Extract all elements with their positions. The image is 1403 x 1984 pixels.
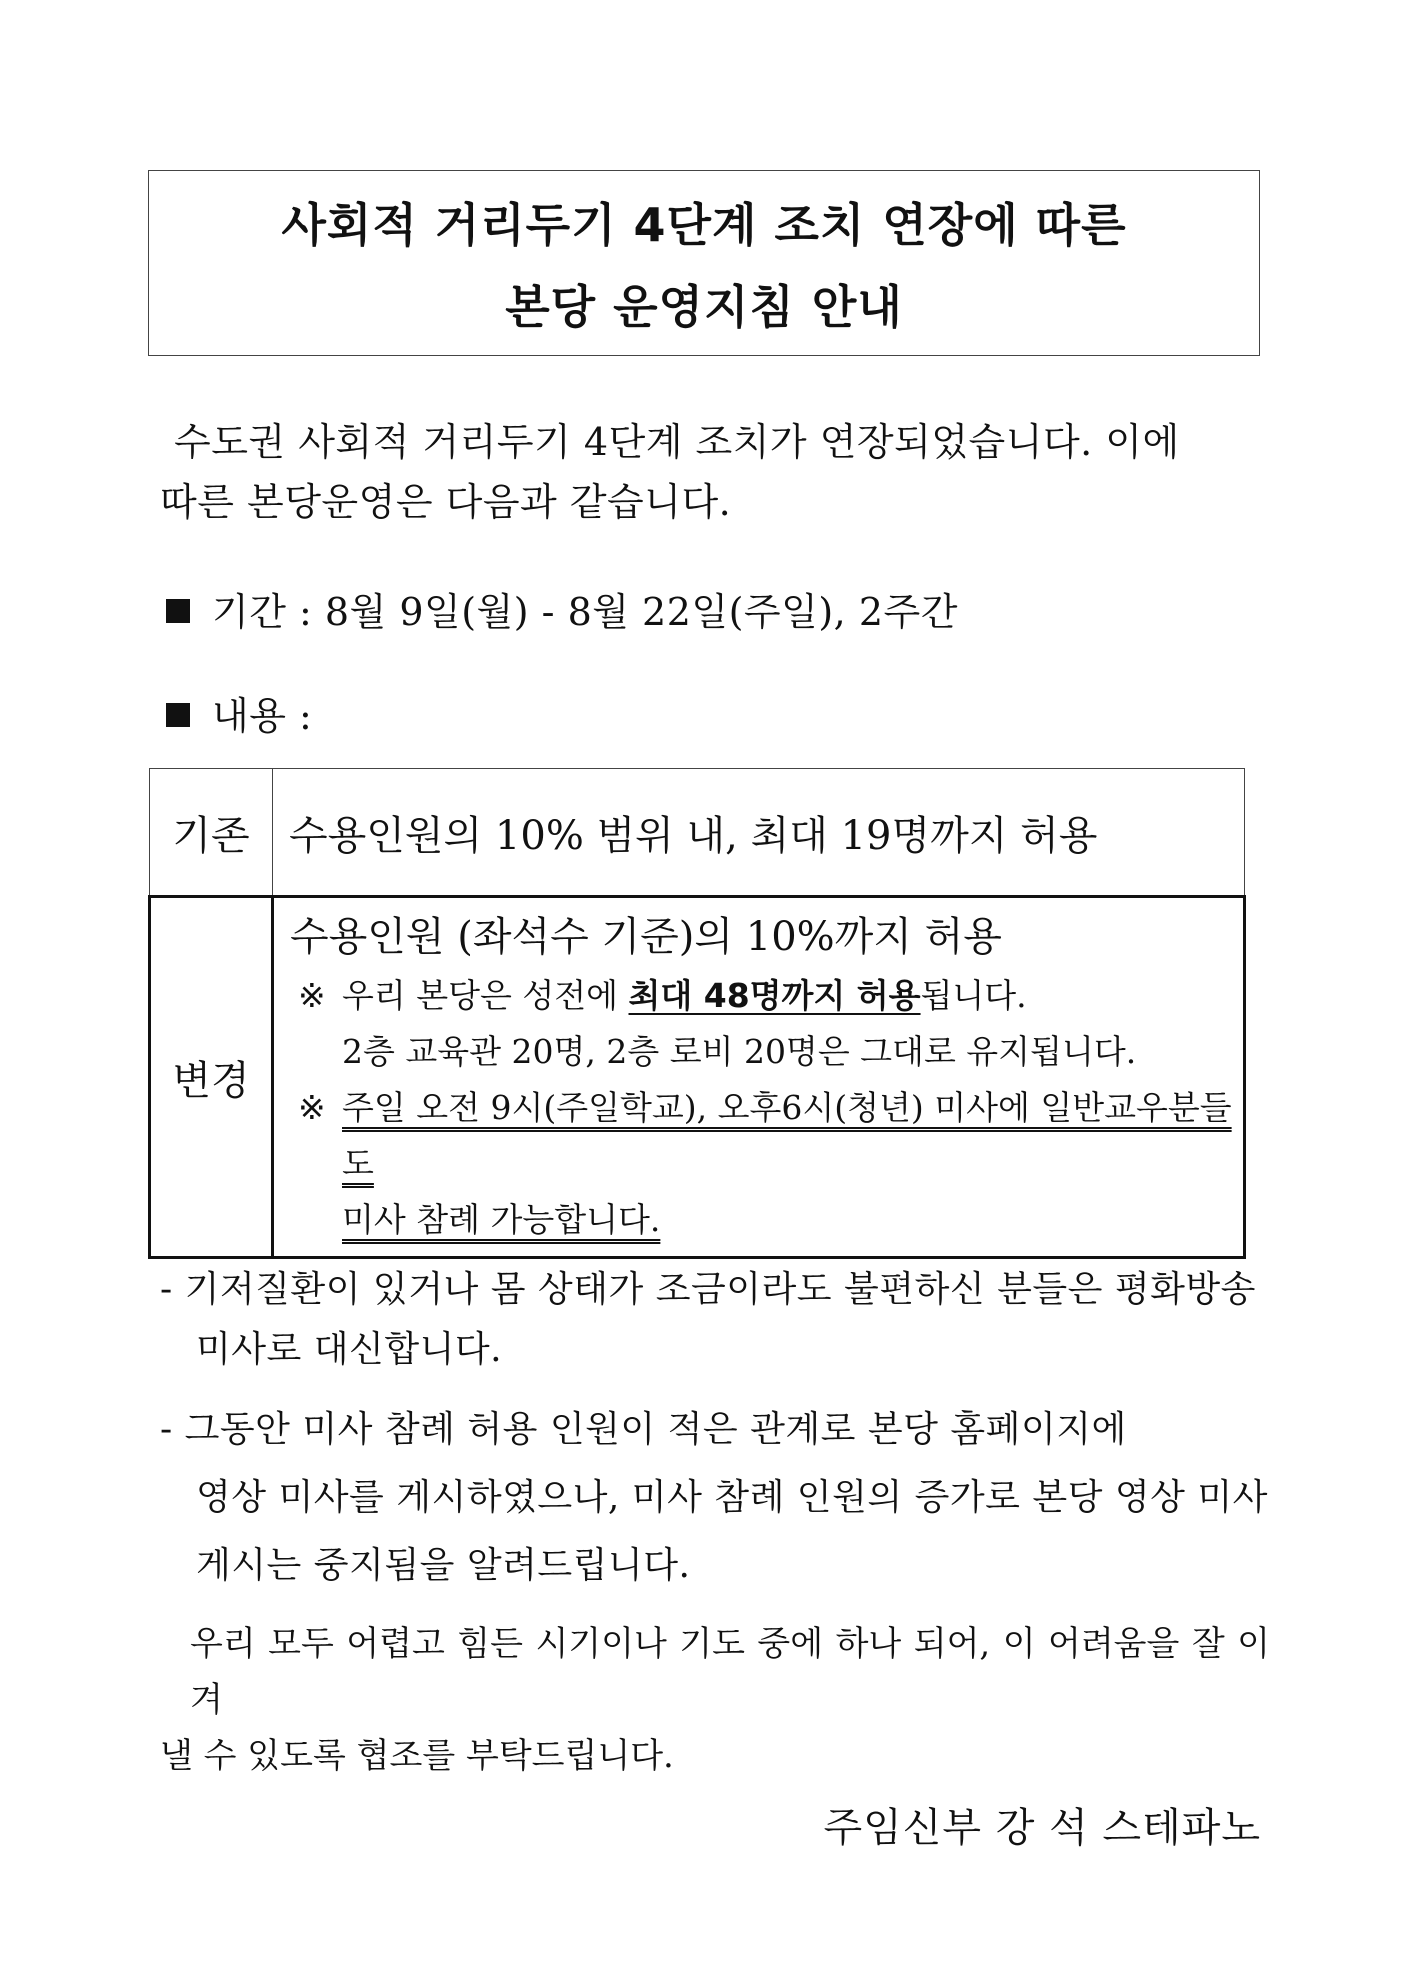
bullet-1 [160, 1260, 1270, 1380]
row-label-existing: 기존 [150, 769, 273, 897]
row-content-changed [273, 897, 1245, 1258]
content-label-text: 내용 : [212, 694, 313, 738]
note-1-line-2: 2층 교육관 20명, 2층 로비 20명은 그대로 유지됩니다. [342, 1032, 1137, 1071]
period-text: 기간 : 8월 9일(월) - 8월 22일(주일), 2주간 [212, 590, 958, 634]
note-2-line-1: 주일 오전 9시(주일학교), 오후6시(청년) 미사에 일반교우분들도 [342, 1088, 1232, 1183]
bullet-2 [160, 1396, 1270, 1600]
square-bullet-icon [166, 599, 190, 623]
bullet-2-line-2: 영상 미사를 게시하였으나, 미사 참례 인원의 증가로 본당 영상 미사 [196, 1477, 1268, 1518]
closing-paragraph [160, 1616, 1270, 1784]
intro-line-1: 수도권 사회적 거리두기 4단계 조치가 연장되었습니다. 이에 [174, 420, 1180, 464]
signature: 주임신부 강 석 스테파노 [823, 1805, 1261, 1851]
note-2-line-2: 미사 참례 가능합니다. [342, 1200, 661, 1239]
note-1-pre: 우리 본당은 성전에 [342, 976, 629, 1015]
note-1-emphasis: 최대 48명까지 허용 [628, 976, 921, 1015]
period-line [160, 582, 1270, 642]
note-2-line-2-wrap [290, 1192, 1243, 1248]
content-label-line [160, 686, 1270, 746]
note-1 [290, 968, 1243, 1024]
bullet-2-line-1: - 그동안 미사 참례 허용 인원이 적은 관계로 본당 홈페이지에 [160, 1409, 1127, 1450]
bullet-2-line-3: 게시는 중지됨을 알려드립니다. [196, 1545, 691, 1586]
reference-mark-icon: ※ [298, 1088, 326, 1127]
intro-paragraph [160, 412, 1270, 532]
changed-main-text: 수용인원 (좌석수 기준)의 10%까지 허용 [290, 914, 1002, 960]
reference-mark-icon: ※ [298, 976, 326, 1015]
title-line-2: 본당 운영지침 안내 [505, 280, 903, 334]
closing-line-1: 우리 모두 어렵고 힘든 시기이나 기도 중에 하나 되어, 이 어려움을 잘 이겨 [190, 1624, 1270, 1720]
title-line-1: 사회적 거리두기 4단계 조치 연장에 따른 [281, 198, 1127, 252]
table-row-existing [150, 769, 1245, 897]
bullet-1-line-2: 미사로 대신합니다. [196, 1329, 503, 1370]
rules-table [148, 768, 1246, 1259]
title-box [148, 170, 1260, 356]
square-bullet-icon [166, 703, 190, 727]
table-row-changed [150, 897, 1245, 1258]
note-1-post: 됩니다. [920, 976, 1027, 1015]
closing-line-2: 낼 수 있도록 협조를 부탁드립니다. [160, 1736, 674, 1776]
note-2 [290, 1080, 1243, 1192]
bullet-1-line-1: - 기저질환이 있거나 몸 상태가 조금이라도 불편하신 분들은 평화방송 [160, 1269, 1256, 1310]
intro-line-2: 따른 본당운영은 다음과 같습니다. [160, 480, 732, 524]
row-label-changed: 변경 [150, 897, 273, 1258]
row-content-existing: 수용인원의 10% 범위 내, 최대 19명까지 허용 [273, 769, 1245, 897]
